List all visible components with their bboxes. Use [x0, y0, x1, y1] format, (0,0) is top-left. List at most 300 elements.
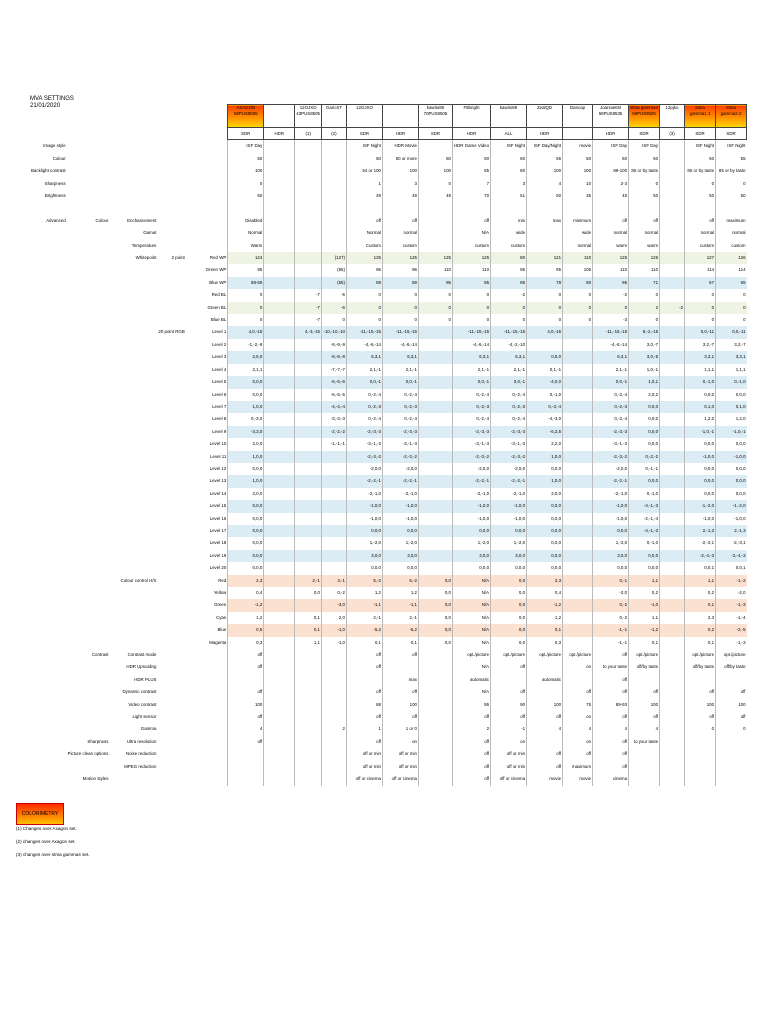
- table-cell: 125: [418, 252, 452, 264]
- table-cell: [264, 500, 295, 512]
- table-row: [30, 413, 747, 425]
- table-cell: [264, 599, 295, 611]
- row-label-b: [67, 488, 110, 500]
- table-cell: 0,0,0: [527, 513, 563, 525]
- row-label-e: Magenta: [209, 639, 227, 645]
- row-label-a: [30, 736, 67, 748]
- table-cell: off: [593, 649, 629, 661]
- table-cell: [418, 463, 452, 475]
- table-cell: -2,-2,-1: [346, 475, 382, 487]
- row-label-e: Green: [214, 602, 227, 608]
- row-label-c: Gamma: [140, 726, 157, 732]
- table-cell: 0,-1,0: [629, 537, 660, 549]
- table-cell: 0,1: [685, 599, 716, 611]
- row-label-e: [186, 240, 228, 252]
- table-cell: off: [346, 736, 382, 748]
- table-cell: -2,-3,-2: [452, 451, 490, 463]
- table-cell: 2,1,1: [228, 364, 264, 376]
- row-label-c: Contrast mode: [127, 652, 157, 658]
- table-cell: 2,-1: [295, 575, 322, 587]
- table-cell: [629, 202, 660, 214]
- row-label-e: [186, 699, 228, 711]
- table-cell: [295, 339, 322, 351]
- row-label-b: [67, 165, 110, 177]
- table-cell: -2,-3,-3: [452, 426, 490, 438]
- table-cell: 125: [346, 252, 382, 264]
- table-cell: off: [452, 711, 490, 723]
- row-label-e: [186, 227, 228, 239]
- table-cell: [563, 550, 593, 562]
- table-cell: 0,0,0: [629, 413, 660, 425]
- row-label-b: [67, 537, 110, 549]
- column-header: JoannaKM 58PUS8535: [593, 105, 629, 128]
- table-cell: -2,0: [593, 587, 629, 599]
- table-cell: 0,-2,-3: [346, 401, 382, 413]
- table-cell: Disabled: [228, 215, 264, 227]
- table-cell: 0: [563, 289, 593, 301]
- table-cell: [295, 525, 322, 537]
- table-cell: [295, 215, 322, 227]
- table-cell: 90: [491, 699, 527, 711]
- table-cell: [264, 761, 295, 773]
- table-cell: 0,1: [685, 637, 716, 649]
- table-cell: 0,0,0: [346, 562, 382, 574]
- row-label-e: Level 17: [209, 527, 227, 533]
- table-cell: [264, 649, 295, 661]
- table-cell: 1 or 0: [382, 723, 418, 735]
- row-label-d: [157, 240, 185, 252]
- table-cell: off or cinema: [346, 773, 382, 785]
- table-cell: 1,0,0: [527, 475, 563, 487]
- row-label-b: [67, 624, 110, 636]
- row-label-d: [157, 500, 185, 512]
- table-cell: 2,0,0: [228, 488, 264, 500]
- row-label-a: Advanced: [46, 217, 66, 223]
- table-cell: 0,1: [629, 637, 660, 649]
- table-cell: 0,0,-1: [382, 376, 418, 388]
- table-cell: 0,0,0: [527, 463, 563, 475]
- table-cell: [660, 475, 685, 487]
- table-cell: [660, 624, 685, 636]
- row-label-d: [157, 562, 185, 574]
- row-label-c: HDR Upscaling: [126, 664, 157, 670]
- table-cell: [295, 165, 322, 177]
- row-label-d: [157, 178, 185, 190]
- header-spacer: [67, 105, 110, 128]
- table-cell: 3,3,1: [685, 351, 716, 363]
- table-cell: [563, 413, 593, 425]
- table-row: [30, 202, 747, 214]
- row-label-b: [67, 575, 110, 587]
- table-cell: 1,1: [629, 612, 660, 624]
- row-label-b: [67, 550, 110, 562]
- row-label-a: [30, 686, 67, 698]
- table-cell: 0,1: [295, 624, 322, 636]
- table-cell: [346, 202, 382, 214]
- table-cell: 0,0,0: [491, 562, 527, 574]
- table-cell: off: [452, 761, 490, 773]
- table-cell: [264, 202, 295, 214]
- table-cell: 2,-1: [382, 612, 418, 624]
- table-row: [30, 215, 747, 227]
- table-cell: [527, 240, 563, 252]
- table-cell: [264, 277, 295, 289]
- table-cell: off or min: [382, 748, 418, 760]
- table-cell: 0,0,-1: [346, 376, 382, 388]
- row-label-a: [30, 401, 67, 413]
- table-cell: off: [593, 736, 629, 748]
- table-cell: [660, 537, 685, 549]
- table-cell: 10: [563, 178, 593, 190]
- table-cell: [295, 426, 322, 438]
- table-cell: 0,1: [295, 612, 322, 624]
- table-cell: 0,-1,0: [716, 376, 747, 388]
- table-cell: 0,0,1: [685, 562, 716, 574]
- table-cell: ISF Night: [491, 140, 527, 153]
- table-cell: [295, 227, 322, 239]
- table-cell: 6,3,1: [593, 351, 629, 363]
- table-cell: [660, 761, 685, 773]
- table-cell: 50: [629, 190, 660, 202]
- table-cell: off: [382, 686, 418, 698]
- table-cell: normal: [716, 227, 747, 239]
- table-cell: -2,-1,0: [382, 488, 418, 500]
- row-label-e: [186, 649, 228, 661]
- row-label-a: Backlight contrast: [31, 168, 66, 174]
- table-cell: -2,-2,-1: [593, 475, 629, 487]
- table-cell: 0,0,1: [716, 562, 747, 574]
- column-subheader: SDR: [685, 128, 716, 140]
- table-cell: [264, 723, 295, 735]
- table-cell: ISF Day: [629, 140, 660, 153]
- table-cell: [660, 748, 685, 760]
- row-label-b: [67, 178, 110, 190]
- table-cell: 0,0,0: [629, 438, 660, 450]
- table-cell: 0: [563, 314, 593, 326]
- table-cell: N/A: [452, 637, 490, 649]
- table-cell: 100: [418, 165, 452, 177]
- row-label-c: [109, 773, 157, 785]
- table-cell: [295, 351, 322, 363]
- table-cell: -1,0,0: [452, 513, 490, 525]
- table-cell: 90: [563, 277, 593, 289]
- table-cell: off: [452, 736, 490, 748]
- row-label-d: [157, 153, 185, 165]
- table-cell: 4,0,-15: [527, 326, 563, 338]
- table-cell: 50: [527, 190, 563, 202]
- table-cell: (127): [321, 252, 346, 264]
- table-cell: [321, 463, 346, 475]
- table-cell: 2: [629, 302, 660, 314]
- table-cell: -1,0,0: [685, 513, 716, 525]
- table-cell: 0,-2: [593, 612, 629, 624]
- table-cell: [264, 438, 295, 450]
- table-cell: -7: [295, 289, 322, 301]
- table-cell: -2,-1,-4: [629, 513, 660, 525]
- row-label-d: [157, 314, 185, 326]
- table-cell: [418, 674, 452, 686]
- table-cell: [563, 426, 593, 438]
- row-label-a: [30, 649, 67, 661]
- table-cell: [418, 550, 452, 562]
- row-label-b: [67, 599, 110, 611]
- row-label-b: [67, 451, 110, 463]
- table-cell: [321, 674, 346, 686]
- table-cell: [295, 550, 322, 562]
- table-cell: opt./picture: [452, 649, 490, 661]
- table-cell: 124: [228, 252, 264, 264]
- table-cell: [321, 736, 346, 748]
- row-label-c: Dynamic contrast: [122, 689, 157, 695]
- row-label-a: [30, 711, 67, 723]
- table-cell: maximum: [563, 761, 593, 773]
- table-cell: [563, 364, 593, 376]
- row-label-e: [186, 674, 228, 686]
- table-cell: [660, 463, 685, 475]
- table-cell: [264, 314, 295, 326]
- table-cell: [660, 140, 685, 153]
- table-cell: off or cinema: [491, 773, 527, 785]
- table-cell: 0,-1,0: [685, 376, 716, 388]
- table-cell: 8,-2,-15: [629, 326, 660, 338]
- row-label-e: Red BL: [211, 292, 227, 298]
- table-cell: 100: [716, 699, 747, 711]
- table-cell: off: [685, 711, 716, 723]
- table-cell: 51: [491, 190, 527, 202]
- table-cell: off: [563, 686, 593, 698]
- table-cell: [264, 264, 295, 276]
- row-label-e: [186, 140, 228, 153]
- column-subheader: SDR: [629, 128, 660, 140]
- table-cell: 100: [382, 699, 418, 711]
- table-cell: 3,0,-7: [629, 339, 660, 351]
- table-cell: 0,-2,-4: [593, 413, 629, 425]
- row-label-c: [109, 612, 157, 624]
- table-cell: N/A: [452, 599, 490, 611]
- table-row: [30, 326, 747, 338]
- table-cell: 2,0: [321, 612, 346, 624]
- table-cell: off or min: [382, 761, 418, 773]
- row-label-c: [109, 537, 157, 549]
- table-cell: [716, 736, 747, 748]
- header-spacer: [157, 105, 185, 128]
- table-cell: [660, 426, 685, 438]
- row-label-a: [30, 674, 67, 686]
- table-cell: [418, 699, 452, 711]
- column-header: [382, 105, 418, 128]
- table-cell: 0,5: [228, 624, 264, 636]
- table-cell: -6,-6,-6: [321, 376, 346, 388]
- table-cell: 85: [452, 165, 490, 177]
- table-cell: -6,3,5: [527, 426, 563, 438]
- table-cell: [660, 153, 685, 165]
- table-row: [30, 289, 747, 301]
- row-label-b: [67, 699, 110, 711]
- table-cell: -3,-1,-3: [452, 438, 490, 450]
- table-row: [30, 364, 747, 376]
- table-cell: 2,2,0: [527, 438, 563, 450]
- table-cell: [418, 686, 452, 698]
- table-cell: 0: [418, 302, 452, 314]
- table-cell: on: [563, 736, 593, 748]
- table-cell: 0: [716, 314, 747, 326]
- table-cell: custom: [491, 240, 527, 252]
- table-cell: -4,-6,-14: [382, 339, 418, 351]
- colorimetry-button[interactable]: COLORIMETRY: [16, 803, 64, 825]
- table-cell: 3,0,0: [382, 550, 418, 562]
- column-header: kawito89: [491, 105, 527, 128]
- table-cell: 50: [228, 190, 264, 202]
- row-label-b: [67, 302, 110, 314]
- table-cell: 0: [382, 314, 418, 326]
- row-label-a: Sharpness: [44, 180, 66, 186]
- table-row: [30, 537, 747, 549]
- table-cell: [418, 413, 452, 425]
- table-cell: 60: [452, 153, 490, 165]
- table-row: [30, 165, 747, 177]
- table-cell: -1,1: [382, 599, 418, 611]
- row-label-d: [157, 215, 185, 227]
- table-cell: 80: [491, 165, 527, 177]
- table-row: [30, 451, 747, 463]
- row-label-e: Level 2: [212, 341, 227, 347]
- row-label-a: [30, 376, 67, 388]
- table-cell: 1,1,1: [685, 364, 716, 376]
- table-cell: normal: [685, 227, 716, 239]
- table-cell: [660, 500, 685, 512]
- table-cell: 67: [685, 277, 716, 289]
- row-label-b: [67, 364, 110, 376]
- table-cell: off: [382, 649, 418, 661]
- table-cell: 0,0,0: [716, 488, 747, 500]
- table-cell: [418, 227, 452, 239]
- column-subheader: SDR: [418, 128, 452, 140]
- table-cell: ISF Night: [716, 140, 747, 153]
- table-cell: [264, 190, 295, 202]
- table-cell: [418, 748, 452, 760]
- table-cell: [593, 202, 629, 214]
- table-cell: off: [593, 748, 629, 760]
- table-cell: 95: [491, 277, 527, 289]
- table-cell: [228, 674, 264, 686]
- table-cell: [563, 537, 593, 549]
- table-cell: [264, 289, 295, 301]
- table-cell: [527, 736, 563, 748]
- table-cell: [321, 773, 346, 785]
- table-cell: off: [593, 686, 629, 698]
- table-cell: off: [346, 711, 382, 723]
- table-cell: 0: [228, 289, 264, 301]
- table-cell: [660, 438, 685, 450]
- row-label-c: [109, 202, 157, 214]
- table-cell: 110: [418, 264, 452, 276]
- table-cell: -11,-15,-15: [382, 326, 418, 338]
- table-cell: -1,0,0: [716, 451, 747, 463]
- table-cell: 105: [563, 264, 593, 276]
- table-cell: 0,1,0: [716, 401, 747, 413]
- table-cell: [660, 488, 685, 500]
- table-cell: [264, 252, 295, 264]
- table-row: [30, 153, 747, 165]
- table-cell: -2,-3,-2: [593, 451, 629, 463]
- row-label-b: Contrast: [91, 652, 109, 658]
- table-cell: [264, 351, 295, 363]
- sheet-date: 21/01/2020: [30, 103, 61, 109]
- table-cell: [660, 686, 685, 698]
- table-cell: 50: [418, 153, 452, 165]
- column-subheader: HDR: [452, 128, 490, 140]
- table-cell: 3,0,0: [593, 550, 629, 562]
- table-cell: 5,-2: [382, 575, 418, 587]
- table-cell: [321, 451, 346, 463]
- row-label-c: [109, 140, 157, 153]
- table-cell: 6,3,1: [346, 351, 382, 363]
- table-cell: 0,0: [418, 624, 452, 636]
- table-cell: -2,-3,-3: [346, 426, 382, 438]
- table-cell: -2,-2,-1: [382, 475, 418, 487]
- row-label-a: [30, 413, 67, 425]
- table-row: [30, 649, 747, 661]
- row-label-c: [109, 624, 157, 636]
- table-cell: -1,0,0: [593, 500, 629, 512]
- row-label-c: [109, 302, 157, 314]
- table-cell: 0,0: [418, 599, 452, 611]
- table-cell: 110: [563, 252, 593, 264]
- table-cell: ISF Day/Night: [527, 140, 563, 153]
- table-cell: off: [491, 711, 527, 723]
- table-cell: 59: [346, 277, 382, 289]
- column-header: stma gamma1.1: [685, 105, 716, 128]
- row-label-a: [30, 761, 67, 773]
- table-row: [30, 612, 747, 624]
- table-cell: 0,0,0: [685, 389, 716, 401]
- row-label-e: Level 11: [210, 453, 227, 459]
- table-cell: [685, 761, 716, 773]
- table-cell: [660, 599, 685, 611]
- table-cell: off: [527, 711, 563, 723]
- row-label-b: Sharpness: [87, 738, 109, 744]
- row-label-c: [109, 463, 157, 475]
- table-cell: 0,0: [418, 587, 452, 599]
- table-cell: 0: [491, 314, 527, 326]
- table-cell: [563, 339, 593, 351]
- row-label-a: [30, 339, 67, 351]
- table-cell: [264, 587, 295, 599]
- table-cell: maximum: [716, 215, 747, 227]
- table-cell: [660, 550, 685, 562]
- table-cell: [660, 264, 685, 276]
- row-label-a: [30, 264, 67, 276]
- row-label-b: [67, 475, 110, 487]
- table-cell: 126: [716, 252, 747, 264]
- table-cell: 59: [382, 277, 418, 289]
- table-cell: [716, 761, 747, 773]
- table-cell: 71: [629, 277, 660, 289]
- table-cell: 0: [228, 178, 264, 190]
- table-cell: -1,-2,-9: [228, 339, 264, 351]
- table-cell: 2,0,2: [629, 389, 660, 401]
- settings-table: [30, 104, 747, 786]
- table-cell: 110: [629, 264, 660, 276]
- table-cell: custom: [382, 240, 418, 252]
- row-label-c: [109, 475, 157, 487]
- table-cell: -5,-5,-5: [321, 389, 346, 401]
- table-cell: 0,4: [228, 587, 264, 599]
- table-row: [30, 761, 747, 773]
- table-cell: [295, 463, 322, 475]
- table-cell: 85 or by taste: [629, 165, 660, 177]
- table-cell: [295, 451, 322, 463]
